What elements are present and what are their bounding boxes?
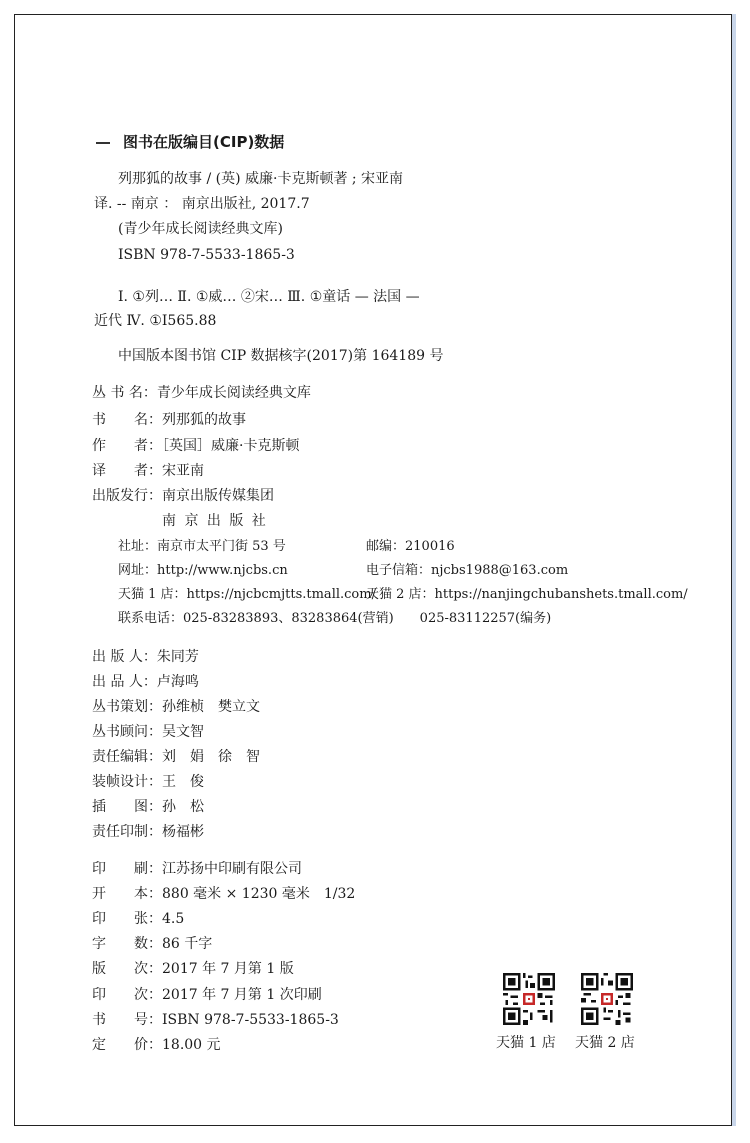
staff-advisor (92, 722, 204, 742)
publisher-phone: 联系电话：025-83283893、83283864(营销) 025-83112257(编务) (118, 611, 552, 626)
cip-line-3: (青少年成长阅读经典文库) (118, 221, 283, 237)
print-label: 印 刷： (92, 861, 162, 877)
staff-value: 朱同芳 (156, 649, 199, 665)
staff-value: 卢海鸣 (156, 674, 199, 690)
staff-label: 责任编辑： (92, 749, 162, 765)
credit-value: 宋亚南 (162, 463, 204, 479)
staff-planning (92, 697, 260, 717)
credit-label: 丛 书 名： (92, 385, 157, 401)
publisher-postcode: 邮编：210016 (366, 539, 455, 554)
credit-title (92, 410, 246, 430)
print-label: 定 价： (92, 1037, 162, 1053)
credit-label: 译 者： (92, 463, 162, 479)
spine-line (731, 14, 733, 1126)
staff-value: 杨福彬 (162, 824, 204, 840)
print-format (92, 884, 355, 904)
staff-print-manager (92, 822, 204, 842)
credit-value: 列那狐的故事 (162, 412, 246, 428)
credit-translator (92, 461, 204, 481)
print-value: ISBN 978-7-5533-1865-3 (162, 1012, 339, 1028)
credit-label: 出版发行： (92, 488, 162, 504)
publisher-name: 南 京 出 版 社 (162, 513, 268, 529)
staff-designer (92, 772, 204, 792)
staff-illustrator (92, 797, 204, 817)
staff-producer (92, 672, 199, 692)
print-value: 江苏扬中印刷有限公司 (162, 861, 302, 877)
qr-label-tmall-2: 天猫 2 店 (575, 1035, 635, 1051)
publisher-email: 电子信箱：njcbs1988@163.com (366, 563, 569, 578)
cip-line-7: 中国版本图书馆 CIP 数据核字(2017)第 164189 号 (118, 348, 444, 364)
staff-value: 刘 娟 徐 智 (162, 749, 260, 765)
credit-value: 青少年成长阅读经典文库 (156, 385, 311, 401)
print-label: 版 次： (92, 961, 162, 977)
publisher-address: 社址：南京市太平门街 53 号 (118, 539, 286, 554)
print-edition (92, 959, 294, 979)
staff-label: 丛书顾问： (92, 724, 162, 740)
print-label: 开 本： (92, 886, 162, 902)
publisher-tmall-2: 天猫 2 店：https://nanjingchubanshets.tmall.com/ (366, 587, 688, 602)
cip-line-6: 近代 Ⅳ. ①I565.88 (94, 313, 217, 329)
publisher-website: 网址：http://www.njcbs.cn (118, 563, 288, 578)
credit-label: 作 者： (92, 438, 162, 454)
credit-value: 南京出版传媒集团 (162, 488, 274, 504)
print-value: 880 毫米 × 1230 毫米 1/32 (162, 886, 356, 902)
staff-label: 责任印制： (92, 824, 162, 840)
print-value: 18.00 元 (162, 1037, 221, 1053)
cip-title: 图书在版编目(CIP)数据 (123, 133, 285, 151)
staff-label: 出 版 人： (92, 649, 157, 665)
print-label: 印 次： (92, 987, 162, 1003)
print-value: 2017 年 7 月第 1 次印刷 (162, 987, 322, 1003)
staff-label: 装帧设计： (92, 774, 162, 790)
staff-label: 插 图： (92, 799, 162, 815)
print-label: 印 张： (92, 911, 162, 927)
staff-label: 出 品 人： (92, 674, 157, 690)
print-price (92, 1035, 221, 1055)
qr-label-tmall-1: 天猫 1 店 (496, 1035, 556, 1051)
staff-value: 吴文智 (162, 724, 204, 740)
staff-value: 王 俊 (162, 774, 204, 790)
print-value: 2017 年 7 月第 1 版 (162, 961, 294, 977)
print-isbn (92, 1010, 339, 1030)
print-label: 字 数： (92, 936, 162, 952)
print-impression (92, 985, 322, 1005)
credit-distributor (92, 486, 274, 506)
print-value: 86 千字 (162, 936, 213, 952)
cip-title-dash (96, 142, 110, 144)
cip-line-2: 译. -- 南京 ： 南京出版社, 2017.7 (94, 196, 310, 212)
cip-line-5: Ⅰ. ①列… Ⅱ. ①威… ②宋… Ⅲ. ①童话 — 法国 — (118, 289, 420, 305)
spine-edge (732, 14, 736, 1126)
staff-label: 丛书策划： (92, 699, 162, 715)
credit-series (92, 383, 311, 403)
staff-value: 孙维桢 樊立文 (162, 699, 260, 715)
print-printer (92, 859, 302, 879)
staff-editor (92, 747, 260, 767)
staff-value: 孙 松 (162, 799, 204, 815)
publisher-tmall-1: 天猫 1 店：https://njcbcmjtts.tmall.com/ (118, 587, 376, 602)
credit-author (92, 436, 299, 456)
print-sheets (92, 909, 184, 929)
print-word-count (92, 934, 212, 954)
qr-code-tmall-2 (581, 973, 633, 1025)
print-label: 书 号： (92, 1012, 162, 1028)
cip-line-4: ISBN 978-7-5533-1865-3 (118, 247, 295, 263)
qr-code-tmall-1 (503, 973, 555, 1025)
credit-label: 书 名： (92, 412, 162, 428)
credit-value: ［英国］威廉·卡克斯顿 (162, 438, 300, 454)
cip-line-1: 列那狐的故事 / (英) 威廉·卡克斯顿著 ; 宋亚南 (118, 171, 404, 187)
print-value: 4.5 (162, 911, 185, 927)
staff-publisher (92, 647, 199, 667)
